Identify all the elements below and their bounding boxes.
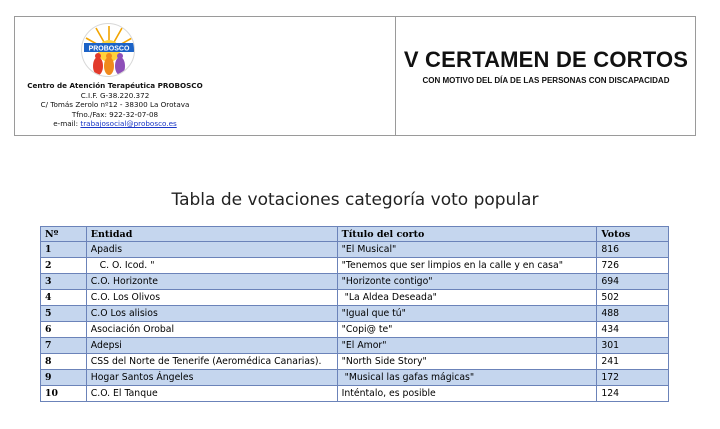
table-caption: Tabla de votaciones categoría voto popular — [171, 190, 539, 210]
row-entity: C.O. Horizonte — [86, 274, 337, 290]
row-number: 8 — [41, 354, 87, 370]
row-title: "El Amor" — [337, 338, 597, 354]
row-title: Inténtalo, es posible — [337, 386, 597, 402]
document-header — [14, 16, 696, 136]
row-number: 5 — [41, 306, 87, 322]
row-title: "El Musical" — [337, 242, 597, 258]
row-title: "Igual que tú" — [337, 306, 597, 322]
row-votes: 434 — [597, 322, 669, 338]
organization-email-line — [15, 119, 215, 129]
table-row — [41, 290, 669, 306]
row-number: 9 — [41, 370, 87, 386]
row-title: "Musical las gafas mágicas" — [337, 370, 597, 386]
row-votes: 502 — [597, 290, 669, 306]
row-votes: 816 — [597, 242, 669, 258]
row-votes: 301 — [597, 338, 669, 354]
document-title: V CERTAMEN DE CORTOS — [403, 47, 689, 72]
row-entity: CSS del Norte de Tenerife (Aeromédica Canarias). — [86, 354, 337, 370]
row-title: "Tenemos que ser limpios en la calle y en casa" — [337, 258, 597, 274]
row-votes: 726 — [597, 258, 669, 274]
organization-info — [15, 81, 215, 129]
organization-address: C/ Tomás Zerolo nº12 - 38300 La Orotava — [40, 100, 190, 110]
email-label: e-mail: — [53, 119, 79, 129]
email-link[interactable]: trabajosocial@probosco.es — [80, 119, 177, 129]
logo-text: PROBOSCO — [88, 45, 130, 53]
row-entity: C.O. Los Olivos — [86, 290, 337, 306]
column-header-entity: Entidad — [86, 227, 337, 242]
table-row — [41, 306, 669, 322]
row-number: 1 — [41, 242, 87, 258]
row-votes: 694 — [597, 274, 669, 290]
table-row — [41, 322, 669, 338]
row-votes: 124 — [597, 386, 669, 402]
table-row — [41, 258, 669, 274]
row-number: 3 — [41, 274, 87, 290]
column-header-number: Nº — [41, 227, 87, 242]
table-row — [41, 370, 669, 386]
probosco-logo — [81, 23, 135, 77]
row-title: "La Aldea Deseada" — [337, 290, 597, 306]
row-number: 6 — [41, 322, 87, 338]
table-row — [41, 338, 669, 354]
votes-table — [40, 226, 669, 402]
row-entity: Adepsi — [86, 338, 337, 354]
document-subtitle: CON MOTIVO DEL DÍA DE LAS PERSONAS CON DISCAPACIDAD — [422, 76, 670, 85]
organization-cif: C.I.F. G-38.220.372 — [80, 90, 150, 100]
row-votes: 241 — [597, 354, 669, 370]
row-entity: Hogar Santos Ángeles — [86, 370, 337, 386]
logo-graphic — [82, 24, 135, 77]
row-votes: 172 — [597, 370, 669, 386]
row-votes: 488 — [597, 306, 669, 322]
organization-name: Centro de Atención Terapéutica PROBOSCO — [27, 81, 203, 90]
row-entity: C.O Los alisios — [86, 306, 337, 322]
row-entity: C. O. Icod. " — [86, 258, 337, 274]
row-number: 10 — [41, 386, 87, 402]
table-row — [41, 354, 669, 370]
column-header-votes: Votos — [597, 227, 669, 242]
table-row — [41, 386, 669, 402]
row-title: "Horizonte contigo" — [337, 274, 597, 290]
title-block — [396, 17, 696, 135]
row-number: 7 — [41, 338, 87, 354]
row-entity: Asociación Orobal — [86, 322, 337, 338]
table-header-row — [41, 227, 669, 242]
row-title: "Copi@ te" — [337, 322, 597, 338]
row-number: 2 — [41, 258, 87, 274]
column-header-title: Título del corto — [337, 227, 597, 242]
row-number: 4 — [41, 290, 87, 306]
table-row — [41, 274, 669, 290]
row-title: "North Side Story" — [337, 354, 597, 370]
row-entity: C.O. El Tanque — [86, 386, 337, 402]
table-row — [41, 242, 669, 258]
row-entity: Apadis — [86, 242, 337, 258]
organization-phone: Tfno./Fax: 922-32-07-08 — [71, 109, 159, 119]
